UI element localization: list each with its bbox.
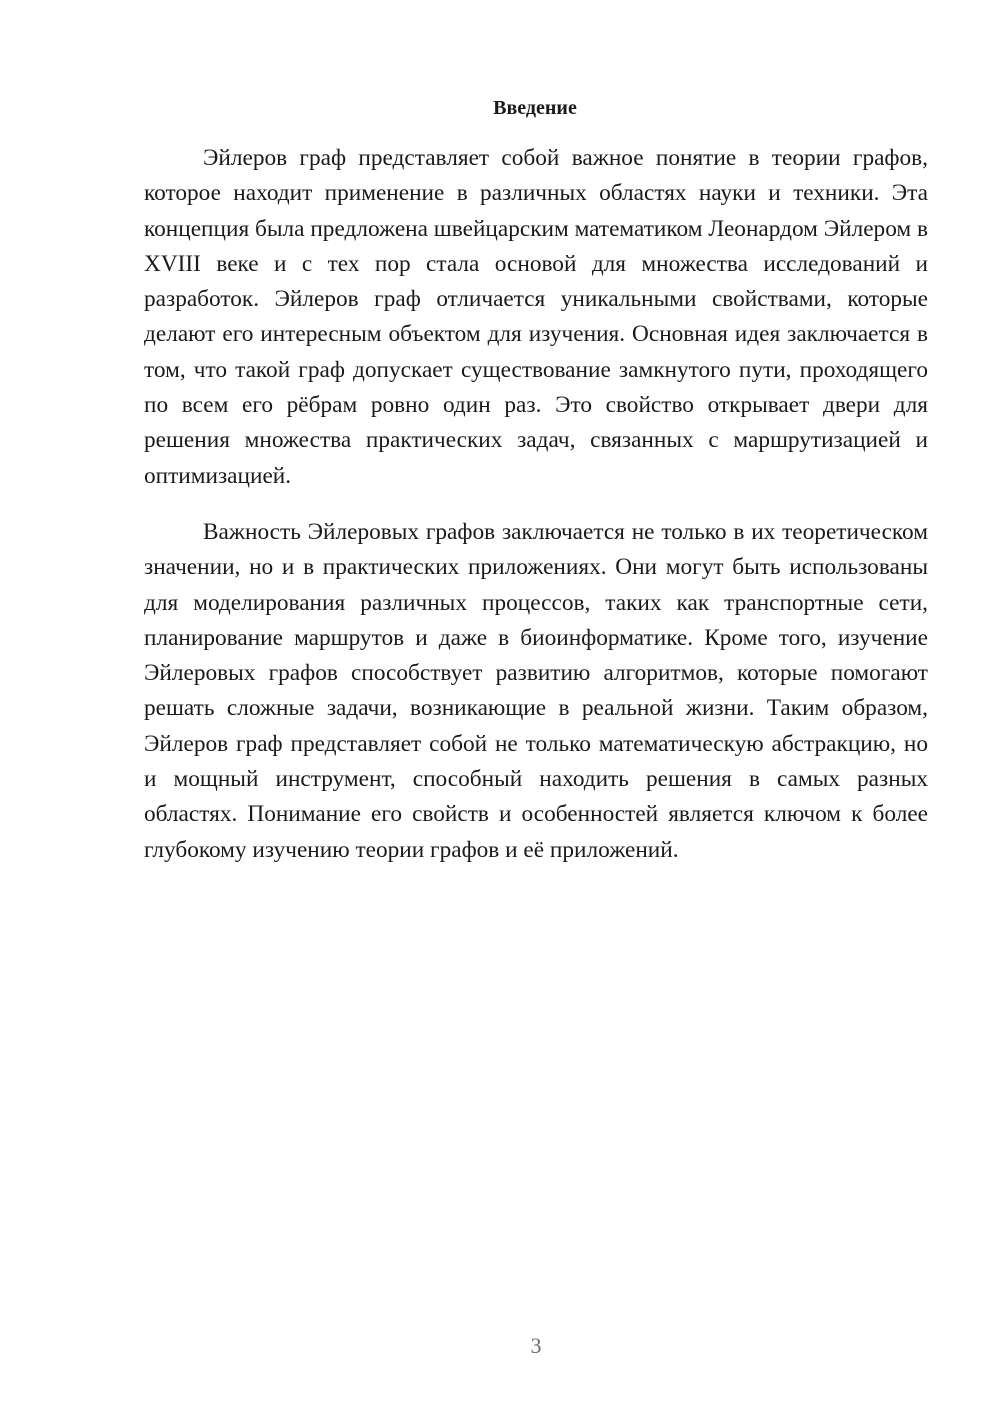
paragraph-2: Важность Эйлеровых графов заключается не только в их теоретическом значении, но и в практических приложениях. Они могут быть использованы для моделирования различных процессов, таких как транспортные сети, планирование маршрутов и даже в биоинформатике. Кроме того, изучение Эйлеровых графов способствует развитию алгоритмов, которые помогают решать сложные задачи, возникающие в реальной жизни. Таким образом, Эйлеров граф представляет собой не только математическую абстракцию, но и мощный инструмент, способный находить решения в самых разных областях. Понимание его свойств и особенностей является ключом к более глубокому изучению теории графов и её приложений. (144, 519, 928, 863)
section-heading: Введение (493, 97, 577, 119)
page-number: 3 (530, 1333, 542, 1358)
paragraph-1: Эйлеров граф представляет собой важное понятие в теории графов, которое находит применение в различных областях науки и техники. Эта концепция была предложена швейцарским математиком Леонардом Эйлером в XVIII веке и с тех пор стала основой для множества исследований и разработок. Эйлеров граф отличается уникальными свойствами, которые делают его интересным объектом для изучения. Основная идея заключается в том, что такой граф допускает существование замкнутого пути, проходящего по всем его рёбрам ровно один раз. Это свойство открывает двери для решения множества практических задач, связанных с маршрутизацией и оптимизацией. (144, 145, 928, 489)
